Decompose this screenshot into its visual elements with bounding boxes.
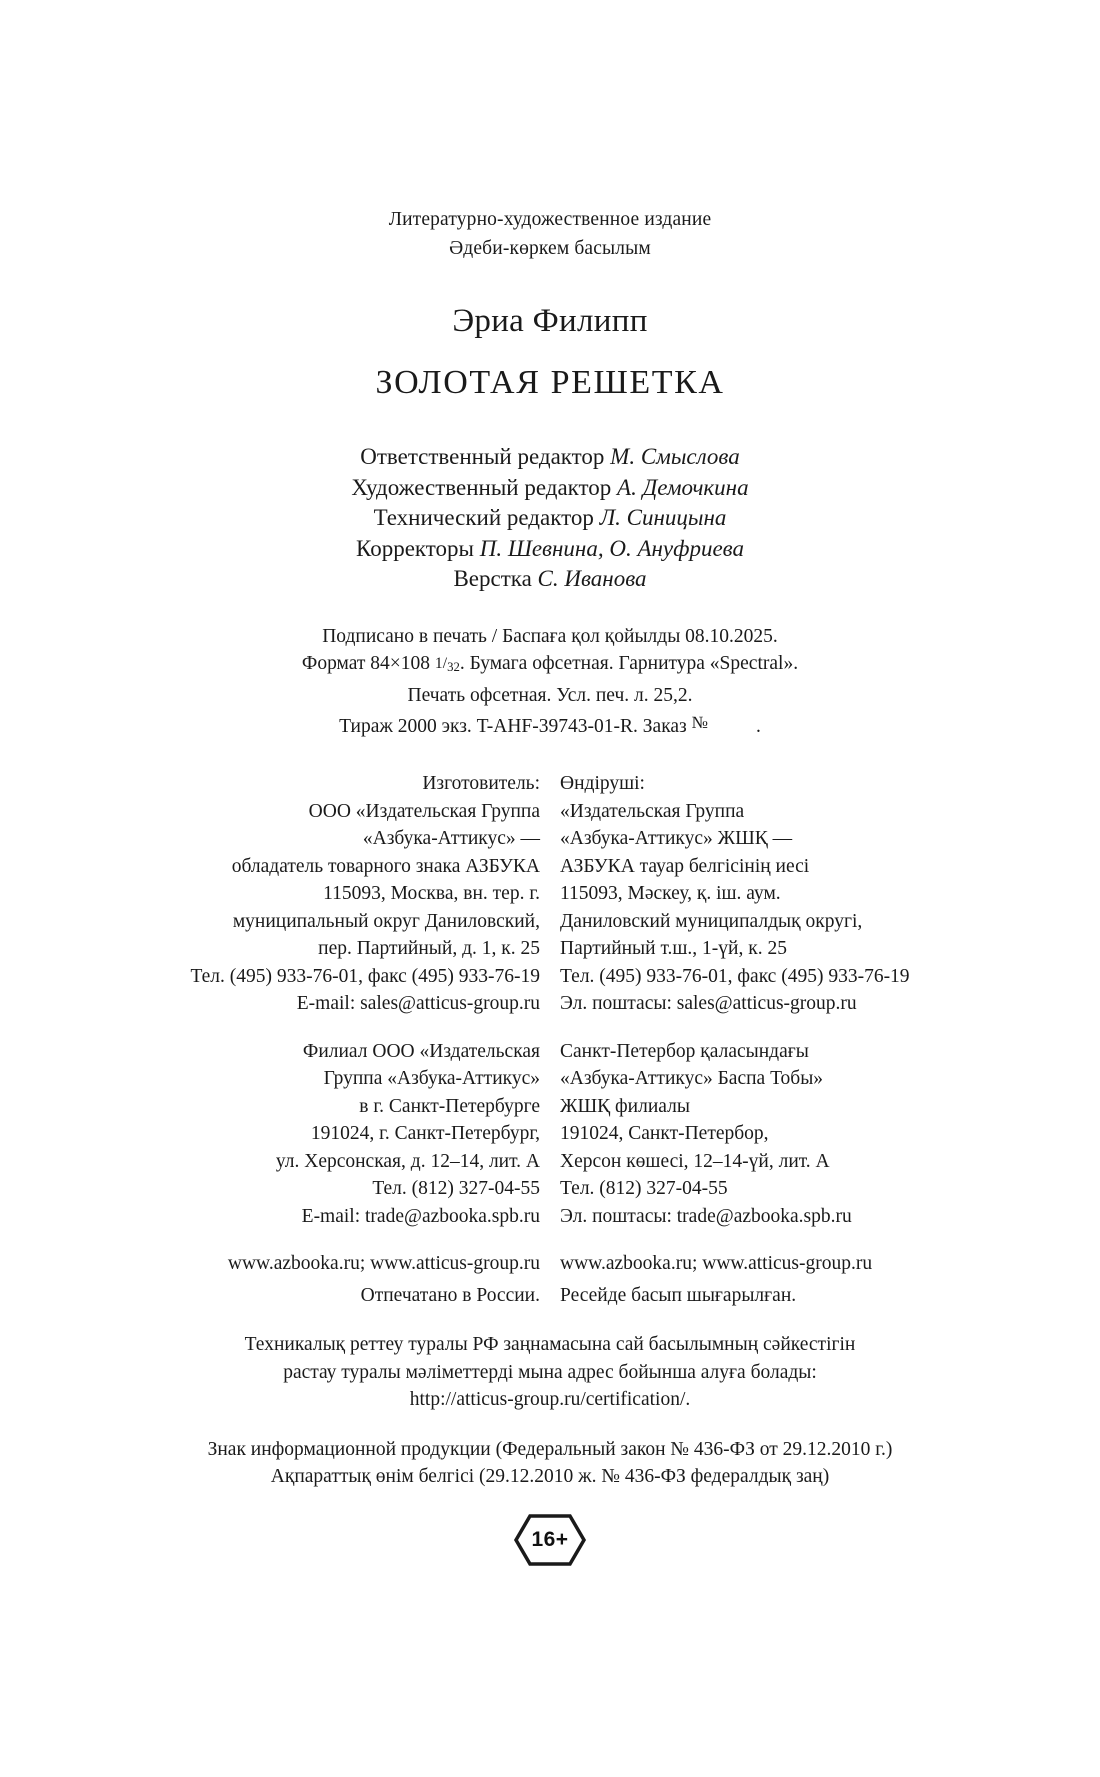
print-printing-line: Печать офсетная. Усл. печ. л. 25,2. xyxy=(407,684,693,706)
format-suffix: . Бумага офсетная. Гарнитура «Spectral». xyxy=(459,653,799,674)
website-ru: www.azbooka.ru; www.atticus-group.ru xyxy=(227,1253,540,1275)
certification-block xyxy=(0,1331,1100,1414)
publisher-kz-line: Партийный т.ш., 1-үй, к. 25 xyxy=(560,938,787,960)
age-notice-kz: Ақпараттық өнім белгісі (29.12.2010 ж. № 436-ФЗ федералдық заң) xyxy=(270,1466,830,1488)
author-name: Эриа Филипп xyxy=(452,303,648,339)
format-prefix: Формат 84×108 xyxy=(301,653,435,674)
publisher-kz-line: Өндіруші: xyxy=(560,773,645,795)
spacer xyxy=(158,1018,540,1038)
credit-person: А. Демочкина xyxy=(617,474,749,500)
imprint-kind-block xyxy=(0,205,1100,263)
publisher-ru-line: Изготовитель: xyxy=(422,773,540,795)
branch-ru-line: ул. Херсонская, д. 12–14, лит. А xyxy=(275,1150,540,1172)
branch-ru-line: в г. Санкт-Петербурге xyxy=(359,1095,540,1117)
publisher-kz-line: Тел. (495) 933-76-01, факс (495) 933-76-19 xyxy=(560,965,910,987)
imprint-kind-kz: Әдеби-көркем басылым xyxy=(449,238,651,259)
credit-person: М. Смыслова xyxy=(610,444,740,469)
publisher-ru-line: «Азбука-Аттикус» — xyxy=(362,828,540,850)
publisher-ru-line: муниципальный округ Даниловский, xyxy=(232,910,540,932)
branch-kz-line: Тел. (812) 327-04-55 xyxy=(560,1178,728,1200)
credit-role: Ответственный редактор xyxy=(360,444,605,469)
publisher-kz-email: Эл. поштасы: sales@atticus-group.ru xyxy=(560,993,857,1015)
certification-url: http://atticus-group.ru/certification/. xyxy=(409,1389,691,1411)
publisher-ru-line: Тел. (495) 933-76-01, факс (495) 933-76-19 xyxy=(190,965,540,987)
printed-in-ru: Отпечатано в России. xyxy=(360,1284,540,1306)
branch-ru-line: Тел. (812) 327-04-55 xyxy=(372,1178,540,1200)
print-format-line xyxy=(0,650,1100,682)
credit-line xyxy=(0,442,1100,473)
publisher-kz-line: «Издательская Группа xyxy=(560,800,745,822)
websites-row xyxy=(0,1250,1100,1278)
printed-in-row xyxy=(0,1282,1100,1310)
publisher-ru-line: пер. Партийный, д. 1, к. 25 xyxy=(318,938,540,960)
age-rating-label: 16+ xyxy=(531,1527,569,1551)
credit-person: Л. Синицына xyxy=(599,505,727,530)
publisher-kz-line: «Азбука-Аттикус» ЖШҚ — xyxy=(560,828,793,850)
spacer xyxy=(560,1018,942,1038)
branch-kz-line: 191024, Санкт-Петербор, xyxy=(560,1123,769,1145)
branch-kz-line: ЖШҚ филиалы xyxy=(560,1095,690,1117)
publisher-kz-line: 115093, Мәскеу, қ. іш. аум. xyxy=(560,883,781,905)
credit-role: Художественный редактор xyxy=(351,474,612,500)
imprint-kind-ru: Литературно-художественное издание xyxy=(388,209,712,230)
credit-line xyxy=(0,503,1100,534)
book-title: ЗОЛОТАЯ РЕШЕТКА xyxy=(375,364,725,401)
branch-kz-line: Херсон көшесі, 12–14-үй, лит. А xyxy=(560,1150,830,1172)
run-suffix: . xyxy=(755,715,761,737)
format-fraction-denominator: 32 xyxy=(447,660,460,675)
credit-line xyxy=(0,473,1100,504)
branch-ru-email: E-mail: trade@azbooka.spb.ru xyxy=(301,1205,540,1227)
branch-ru-line: Группа «Азбука-Аттикус» xyxy=(323,1068,540,1090)
print-signed-line: Подписано в печать / Баспаға қол қойылды 08.10.2025. xyxy=(322,625,778,647)
branch-kz-line: «Азбука-Аттикус» Баспа Тобы» xyxy=(560,1068,824,1090)
certification-line: Техникалық реттеу туралы РФ заңнамасына сай басылымның сәйкестігін xyxy=(244,1334,856,1356)
publisher-ru-line: ООО «Издательская Группа xyxy=(308,800,540,822)
age-notice-ru: Знак информационной продукции (Федеральный закон № 436-ФЗ от 29.12.2010 г.) xyxy=(207,1438,893,1460)
age-badge-wrap xyxy=(0,1513,1100,1567)
publisher-kz-line: Даниловский муниципалдық округі, xyxy=(560,910,863,932)
run-prefix: Тираж 2000 экз. T-AHF-39743-01-R. Заказ xyxy=(339,715,692,737)
credit-role: Технический редактор xyxy=(373,505,594,530)
credit-person: П. Шевнина, О. Ануфриева xyxy=(479,535,744,561)
branch-ru-line: 191024, г. Санкт-Петербург, xyxy=(310,1123,540,1145)
publisher-ru-line: 115093, Москва, вн. тер. г. xyxy=(323,883,540,905)
branch-ru-line: Филиал ООО «Издательская xyxy=(302,1040,540,1062)
publisher-column-kz xyxy=(560,770,942,1230)
print-run-line xyxy=(0,709,1100,740)
website-kz: www.azbooka.ru; www.atticus-group.ru xyxy=(560,1253,873,1275)
format-fraction-numerator: 1 xyxy=(434,655,443,673)
publisher-column-ru xyxy=(158,770,540,1230)
credits-block xyxy=(0,442,1100,595)
credit-role: Корректоры xyxy=(356,535,474,561)
publisher-kz-line: АЗБУКА тауар белгісінің иесі xyxy=(560,855,810,877)
format-fraction: $1/_{32}$ xyxy=(434,655,460,675)
publisher-columns xyxy=(0,770,1100,1230)
credit-person: С. Иванова xyxy=(537,566,647,591)
certification-line: растау туралы мәліметтерді мына адрес бойынша алуға болады: xyxy=(283,1361,817,1383)
publisher-ru-email: E-mail: sales@atticus-group.ru xyxy=(296,993,540,1015)
branch-kz-email: Эл. поштасы: trade@azbooka.spb.ru xyxy=(560,1205,852,1227)
age-notice-block xyxy=(0,1436,1100,1491)
credit-line xyxy=(0,564,1100,595)
print-info-block xyxy=(0,623,1100,741)
numero-sign: № xyxy=(691,713,708,733)
printed-in-kz: Ресейде басып шығарылған. xyxy=(560,1284,797,1306)
branch-kz-line: Санкт-Петербор қаласындағы xyxy=(560,1040,809,1062)
credit-line xyxy=(0,534,1100,565)
credit-role: Верстка xyxy=(453,566,532,591)
age-rating-badge xyxy=(513,1513,587,1567)
publisher-ru-line: обладатель товарного знака АЗБУКА xyxy=(231,855,540,877)
